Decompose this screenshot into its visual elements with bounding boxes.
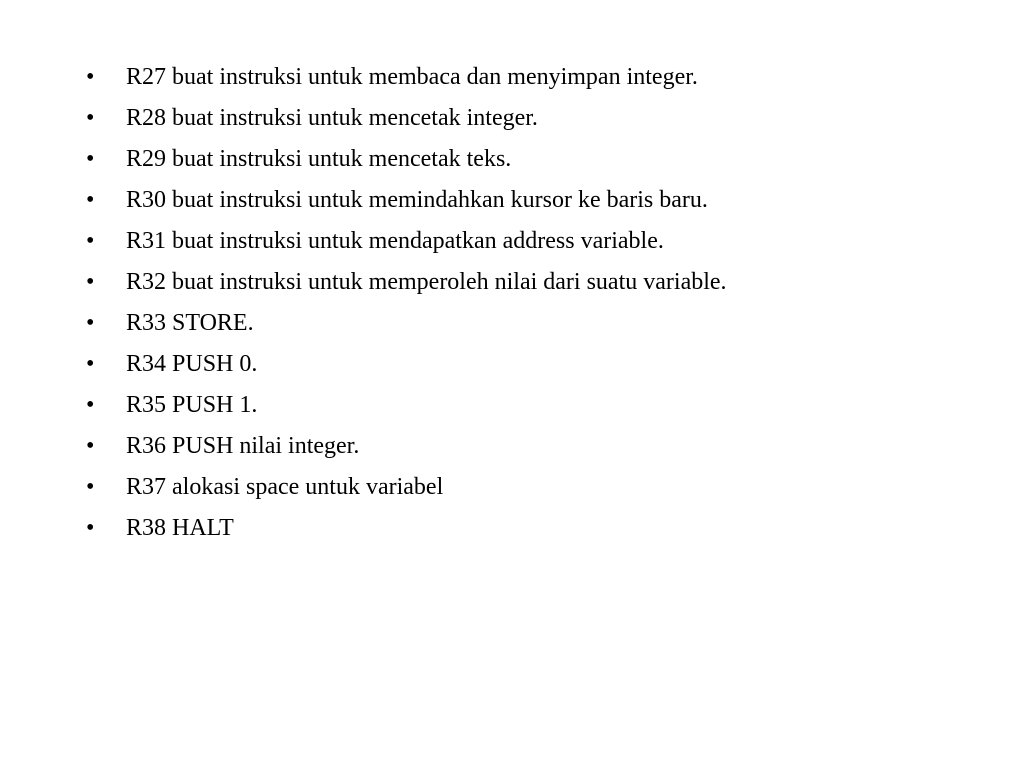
bullet-icon: • xyxy=(86,269,95,295)
list-item xyxy=(86,269,727,310)
bullet-list xyxy=(86,64,727,556)
list-item-text: R31 buat instruksi untuk mendapatkan address variable. xyxy=(126,228,664,254)
bullet-icon: • xyxy=(86,187,95,213)
list-item xyxy=(86,310,727,351)
list-item-text: R32 buat instruksi untuk memperoleh nilai dari suatu variable. xyxy=(126,269,727,295)
bullet-icon: • xyxy=(86,310,95,336)
bullet-icon: • xyxy=(86,474,95,500)
bullet-icon: • xyxy=(86,146,95,172)
bullet-icon: • xyxy=(86,228,95,254)
list-item-text: R29 buat instruksi untuk mencetak teks. xyxy=(126,146,512,172)
bullet-icon: • xyxy=(86,64,95,90)
list-item-text: R35 PUSH 1. xyxy=(126,392,258,418)
list-item-text: R34 PUSH 0. xyxy=(126,351,258,377)
list-item xyxy=(86,515,727,556)
bullet-icon: • xyxy=(86,433,95,459)
list-item-text: R33 STORE. xyxy=(126,310,254,336)
list-item xyxy=(86,105,727,146)
list-item xyxy=(86,351,727,392)
list-item-text: R37 alokasi space untuk variabel xyxy=(126,474,444,500)
bullet-icon: • xyxy=(86,392,95,418)
list-item-text: R27 buat instruksi untuk membaca dan menyimpan integer. xyxy=(126,64,698,90)
list-item xyxy=(86,392,727,433)
list-item-text: R36 PUSH nilai integer. xyxy=(126,433,360,459)
bullet-icon: • xyxy=(86,351,95,377)
list-item xyxy=(86,146,727,187)
list-item xyxy=(86,433,727,474)
bullet-icon: • xyxy=(86,515,95,541)
list-item xyxy=(86,474,727,515)
list-item xyxy=(86,228,727,269)
list-item-text: R38 HALT xyxy=(126,515,234,541)
list-item-text: R30 buat instruksi untuk memindahkan kursor ke baris baru. xyxy=(126,187,708,213)
list-item xyxy=(86,187,727,228)
list-item-text: R28 buat instruksi untuk mencetak integer. xyxy=(126,105,538,131)
list-item xyxy=(86,64,727,105)
bullet-icon: • xyxy=(86,105,95,131)
